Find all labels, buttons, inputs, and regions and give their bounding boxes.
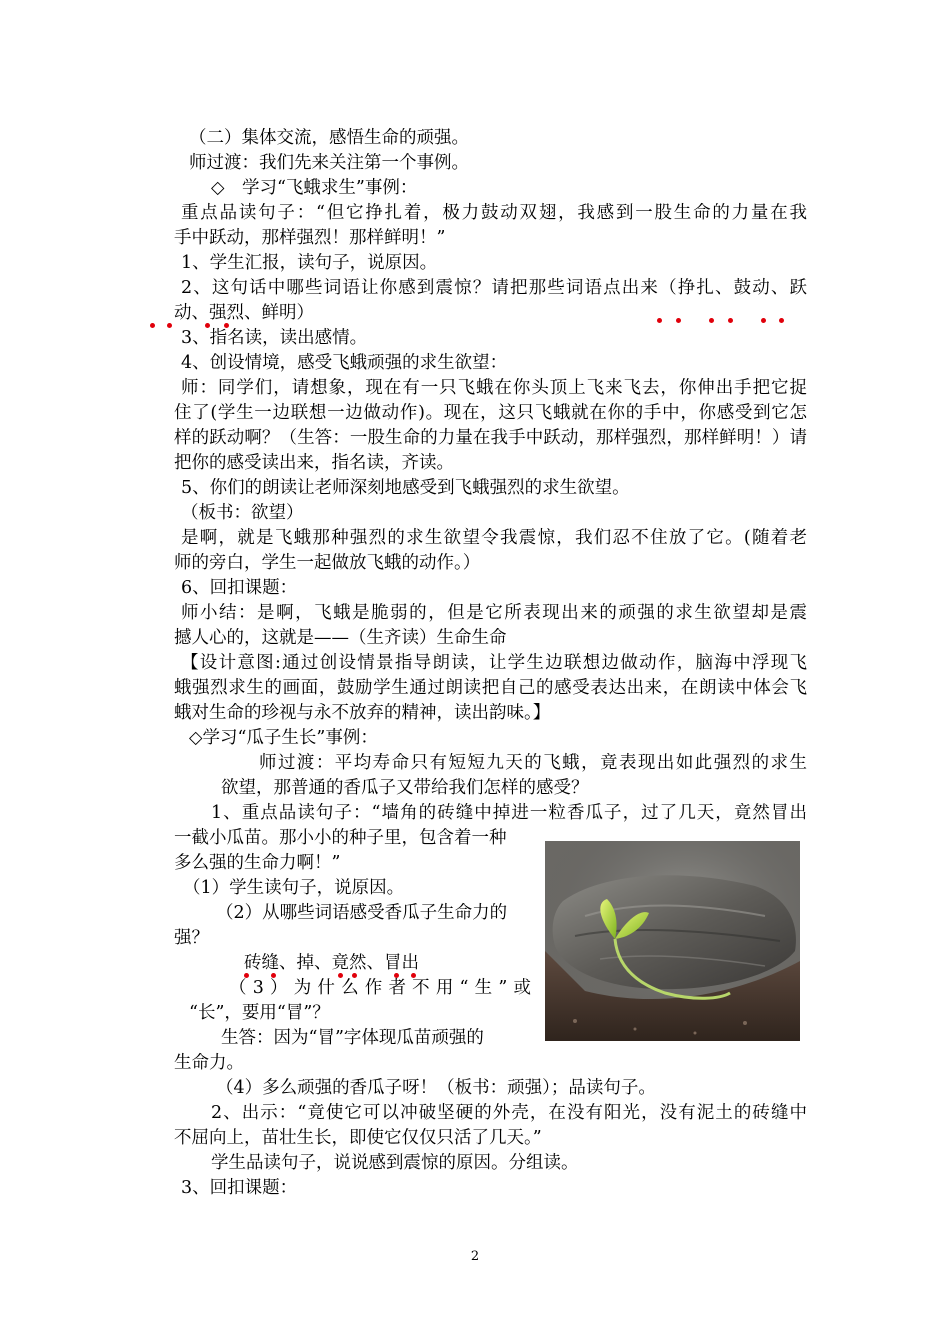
paragraph-line: 生命力。: [174, 1053, 244, 1073]
list-item: 1、学生汇报，读句子，说原因。: [181, 253, 438, 273]
emphasis-dot: [338, 973, 343, 978]
emphasis-dot: [167, 323, 172, 328]
seedling-photo: [545, 841, 800, 1041]
emphasis-dot: [411, 973, 416, 978]
paragraph-line: 住了(学生一边联想一边做动作)。现在，这只飞蛾就在你的手中，你感受到它怎: [174, 403, 807, 423]
list-item: 2、出示：“竟使它可以冲破坚硬的外壳，在没有阳光，没有泥土的砖缝中: [211, 1103, 807, 1123]
emphasis-dot: [205, 323, 210, 328]
emphasis-dot: [352, 973, 357, 978]
paragraph-line: 重点品读句子：“但它挣扎着，极力鼓动双翅，我感到一股生命的力量在我: [181, 203, 807, 223]
paragraph-line: 手中跃动，那样强烈！那样鲜明！”: [174, 228, 446, 248]
paragraph-line: 师：同学们，请想象，现在有一只飞蛾在你头顶上飞来飞去，你伸出手把它捉: [181, 378, 807, 398]
sub-item: （2）从哪些词语感受香瓜子生命力的: [216, 903, 508, 923]
page-number: 2: [470, 1249, 480, 1264]
emphasis-dot: [150, 323, 155, 328]
emphasis-dot: [709, 318, 714, 323]
list-item: 5、你们的朗读让老师深刻地感受到飞蛾强烈的求生欲望。: [181, 478, 630, 498]
paragraph-line: 样的跃动啊？（生答：一股生命的力量在我手中跃动，那样强烈，那样鲜明！）请: [174, 428, 807, 448]
design-intent: 蛾对生命的珍视与永不放弃的精神，读出韵味。】: [174, 703, 551, 723]
paragraph-line: 师小结：是啊，飞蛾是脆弱的，但是它所表现出来的顽强的求生欲望却是震: [181, 603, 807, 623]
paragraph-line: 师过渡：平均寿命只有短短九天的飞蛾，竟表现出如此强烈的求生: [259, 753, 807, 773]
answer-words: 砖缝、掉、竟然、冒出: [244, 953, 419, 973]
emphasis-dot: [779, 318, 784, 323]
sub-item: （3）为什么作者不用“生”或: [229, 978, 531, 998]
paragraph-line: 撼人心的，这就是——（生齐读）生命生命: [174, 628, 507, 648]
emphasis-dot: [728, 318, 733, 323]
list-item: 3、回扣课题：: [181, 1178, 298, 1198]
section-heading: （二）集体交流，感悟生命的顽强。: [189, 128, 469, 148]
list-item: 2、这句话中哪些词语让你感到震惊？请把那些词语点出来（挣扎、鼓动、跃: [181, 278, 807, 298]
paragraph-line: 学生品读句子，说说感到震惊的原因。分组读。: [211, 1153, 579, 1173]
list-item: 4、创设情境，感受飞蛾顽强的求生欲望：: [181, 353, 508, 373]
answer-line: 生答：因为“冒”字体现瓜苗顽强的: [221, 1028, 484, 1048]
list-item: 6、回扣课题：: [181, 578, 298, 598]
emphasis-dot: [244, 973, 249, 978]
emphasis-dot: [224, 323, 229, 328]
paragraph-line: 不屈向上，苗壮生长，即使它仅仅只活了几天。”: [174, 1128, 542, 1148]
paragraph-line: 多么强的生命力啊！”: [174, 853, 341, 873]
list-item: 3、指名读，读出感情。: [181, 328, 368, 348]
design-intent: 蛾强烈求生的画面，鼓励学生通过朗读把自己的感受表达出来，在朗读中体会飞: [174, 678, 807, 698]
emphasis-dot: [271, 973, 276, 978]
paragraph-line: 把你的感受读出来，指名读，齐读。: [174, 453, 454, 473]
paragraph-line: 是啊，就是飞蛾那种强烈的求生欲望令我震惊，我们忍不住放了它。(随着老: [181, 528, 807, 548]
example-heading: ◇学习“瓜子生长”事例：: [189, 728, 378, 748]
example-heading: ◇ 学习“飞蛾求生”事例：: [211, 178, 418, 198]
paragraph-line: 强？: [174, 928, 209, 948]
board-note: （板书：欲望）: [181, 503, 304, 523]
paragraph-line: 师的旁白，学生一起做放飞蛾的动作。）: [174, 553, 481, 573]
emphasis-dot: [676, 318, 681, 323]
sub-item: （4）多么顽强的香瓜子呀！（板书：顽强）；品读句子。: [216, 1078, 656, 1098]
emphasis-dot: [394, 973, 399, 978]
paragraph-line: 师过渡：我们先来关注第一个事例。: [189, 153, 469, 173]
list-item: 1、重点品读句子：“墙角的砖缝中掉进一粒香瓜子，过了几天，竟然冒出: [211, 803, 807, 823]
emphasis-dot: [761, 318, 766, 323]
sub-item: （1）学生读句子，说原因。: [183, 878, 405, 898]
emphasis-dot: [657, 318, 662, 323]
design-intent: 【设计意图:通过创设情景指导朗读，让学生边联想边做动作，脑海中浮现飞: [181, 653, 807, 673]
paragraph-line: 一截小瓜苗。那小小的种子里，包含着一种: [174, 828, 507, 848]
paragraph-line: “长”，要用“冒”？: [189, 1003, 330, 1023]
paragraph-line: 动、强烈、鲜明）: [174, 303, 314, 323]
paragraph-line: 欲望，那普通的香瓜子又带给我们怎样的感受？: [221, 778, 589, 798]
